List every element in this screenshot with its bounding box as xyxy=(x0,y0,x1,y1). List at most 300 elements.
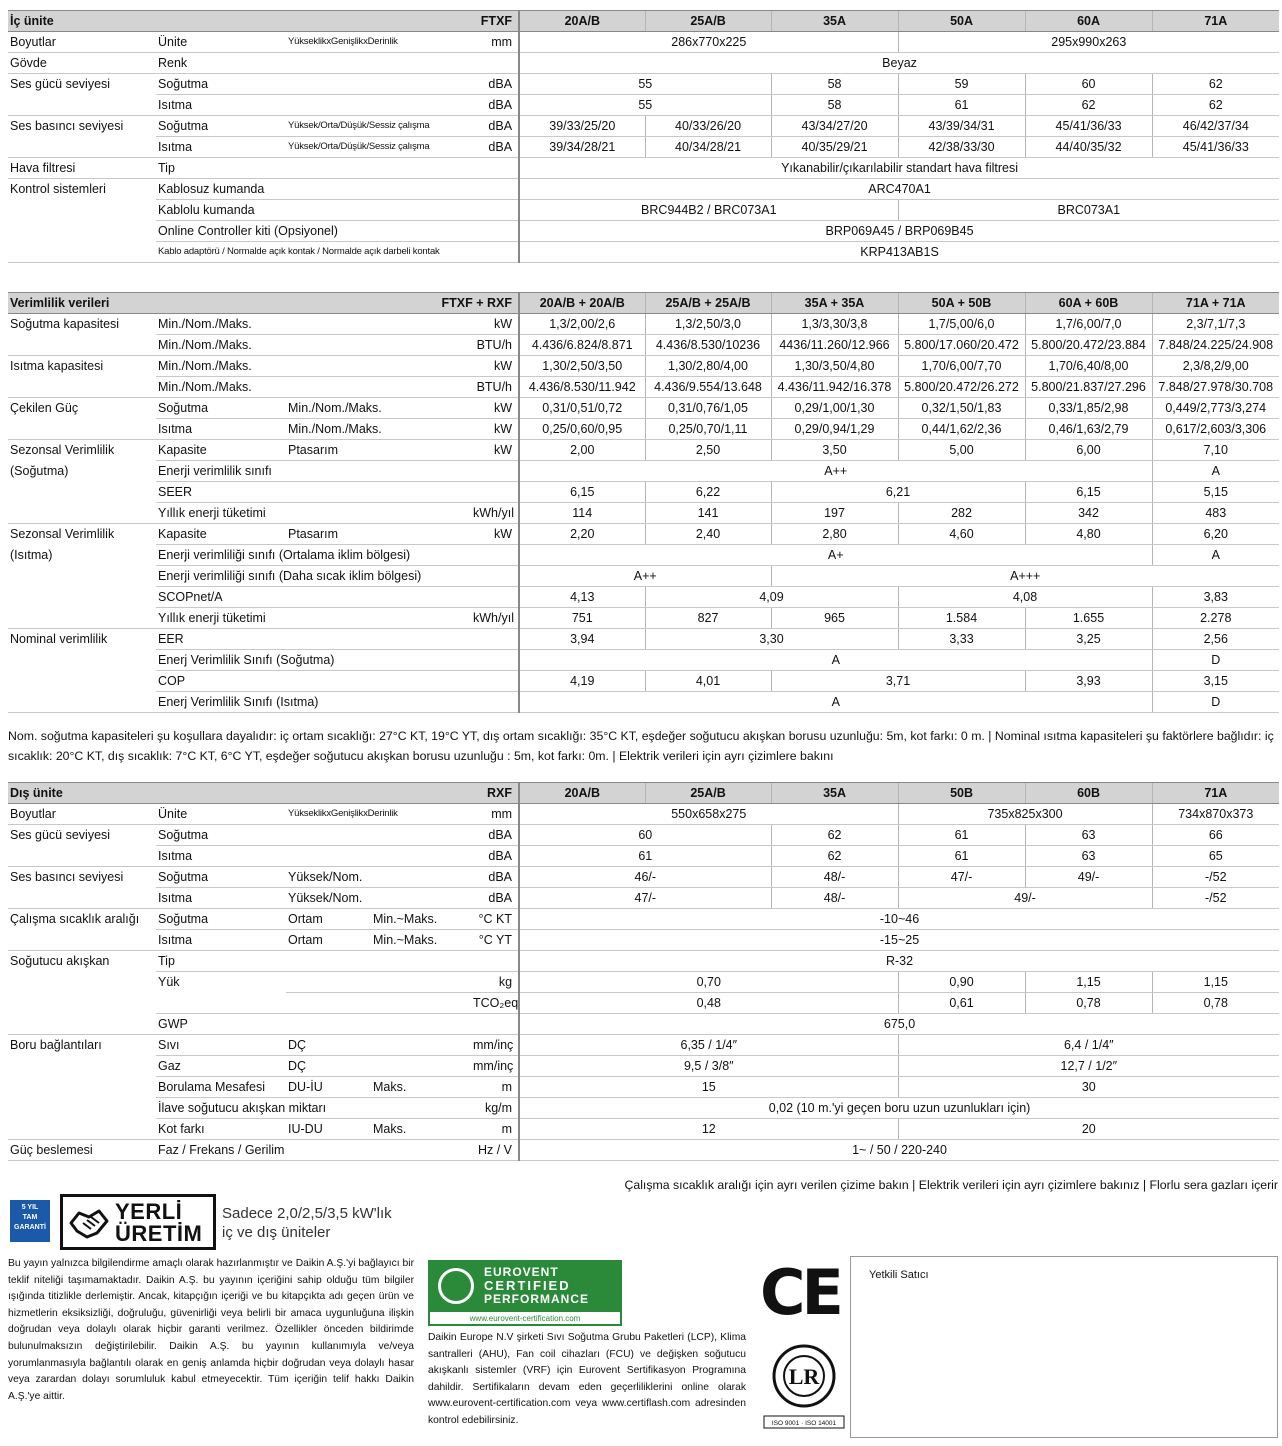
row-unit: kg/m xyxy=(471,1098,519,1119)
cell: 4,09 xyxy=(645,587,898,608)
row-unit: kW xyxy=(471,314,519,335)
cell: 0,32/1,50/1,83 xyxy=(898,398,1025,419)
model-col: 25A/B xyxy=(645,783,771,804)
row-detail: DÇ xyxy=(286,1056,471,1077)
cell: 6,15 xyxy=(519,482,645,503)
cell: 2,00 xyxy=(519,440,645,461)
cell: 5,15 xyxy=(1152,482,1279,503)
indoor-spec-table xyxy=(8,10,1279,263)
table-row xyxy=(8,116,1279,137)
model-col: 60A xyxy=(1025,11,1152,32)
row-sublabel: Soğutma xyxy=(156,909,286,930)
row-unit: BTU/h xyxy=(471,335,519,356)
table-row xyxy=(8,1035,1279,1056)
model-series: FTXF xyxy=(286,11,519,32)
row-unit: kW xyxy=(471,524,519,545)
cell: 20 xyxy=(898,1119,1279,1140)
cell: Yıkanabilir/çıkarılabilir standart hava filtresi xyxy=(519,158,1279,179)
row-label: Çekilen Güç xyxy=(10,401,79,416)
cell: 59 xyxy=(898,74,1025,95)
eurovent-url: www.eurovent-certification.com xyxy=(469,1314,581,1323)
cell: A xyxy=(519,692,1152,713)
cell: 3,93 xyxy=(1025,671,1152,692)
cell: 3,50 xyxy=(771,440,898,461)
cell: -/52 xyxy=(1152,867,1279,888)
table-row xyxy=(8,909,1279,930)
authorized-dealer-box xyxy=(850,1256,1278,1438)
row-unit: kW xyxy=(471,398,519,419)
table-row xyxy=(8,53,1279,74)
table-row xyxy=(8,930,1279,951)
row-detail: Yüksek/Orta/Düşük/Sessiz çalışma xyxy=(286,116,471,137)
warranty-badge xyxy=(10,1200,50,1242)
row-unit: kg xyxy=(471,972,519,993)
row-sublabel: Renk xyxy=(156,53,286,74)
cell: 30 xyxy=(898,1077,1279,1098)
table-row xyxy=(8,650,1279,671)
cell: 2,56 xyxy=(1152,629,1279,650)
cell: 9,5 / 3/8″ xyxy=(519,1056,898,1077)
table-row xyxy=(8,1056,1279,1077)
cell: 827 xyxy=(645,608,771,629)
table-row xyxy=(8,200,1279,221)
cell: 60 xyxy=(1025,74,1152,95)
model-col: 35A xyxy=(771,11,898,32)
cell: 47/- xyxy=(898,867,1025,888)
table-row xyxy=(8,825,1279,846)
cell: 2,3/8,2/9,00 xyxy=(1152,356,1279,377)
row-detail: Yüksek/Orta/Düşük/Sessiz çalışma xyxy=(286,137,471,158)
row-sublabel: Soğutma xyxy=(156,867,286,888)
table-row xyxy=(8,314,1279,335)
cell: 2,80 xyxy=(771,524,898,545)
cell: BRC073A1 xyxy=(898,200,1279,221)
cell: 60 xyxy=(519,825,771,846)
cell: 0,70 xyxy=(519,972,898,993)
cell: 1,3/3,30/3,8 xyxy=(771,314,898,335)
yerli-uretim-logo xyxy=(60,1194,216,1250)
row-unit: dBA xyxy=(471,846,519,867)
cell: 62 xyxy=(771,825,898,846)
cell: 141 xyxy=(645,503,771,524)
row-sublabel: Yıllık enerji tüketimi xyxy=(156,503,471,524)
cell: 61 xyxy=(898,825,1025,846)
table-row xyxy=(8,179,1279,200)
row-unit: mm xyxy=(471,32,519,53)
table-row xyxy=(8,74,1279,95)
cell: 4.436/8.530/10236 xyxy=(645,335,771,356)
cell: 1,7/6,00/7,0 xyxy=(1025,314,1152,335)
cell: -10~46 xyxy=(519,909,1279,930)
row-unit: dBA xyxy=(471,74,519,95)
row-sublabel: SEER xyxy=(156,482,519,503)
row-unit: kWh/yıl xyxy=(471,503,519,524)
cell: D xyxy=(1152,692,1279,713)
row-unit: mm xyxy=(471,804,519,825)
cell: 55 xyxy=(519,95,771,116)
authorized-dealer-label: Yetkili Satıcı xyxy=(869,1269,929,1281)
row-sublabel: Enerj Verimlilik Sınıfı (Isıtma) xyxy=(156,692,519,713)
cell: 7,10 xyxy=(1152,440,1279,461)
cell: A xyxy=(519,650,1152,671)
cell: 7.848/27.978/30.708 xyxy=(1152,377,1279,398)
cell: 0,48 xyxy=(519,993,898,1014)
row-unit: mm/inç xyxy=(471,1035,519,1056)
model-col: 20A/B xyxy=(519,11,645,32)
cell: 3,33 xyxy=(898,629,1025,650)
cell: 0,31/0,76/1,05 xyxy=(645,398,771,419)
row-sublabel: SCOPnet/A xyxy=(156,587,519,608)
model-col: 50A + 50B xyxy=(898,293,1025,314)
row-sublabel: Yıllık enerji tüketimi xyxy=(156,608,471,629)
cell: 62 xyxy=(1152,95,1279,116)
row-sublabel: Isıtma xyxy=(156,95,286,116)
cell: 1.655 xyxy=(1025,608,1152,629)
row-detail: YükseklikxGenişlikxDerinlik xyxy=(286,804,471,825)
cell: 5.800/21.837/27.296 xyxy=(1025,377,1152,398)
row-sublabel: Kablo adaptörü / Normalde açık kontak / Normalde açık darbeli kontak xyxy=(156,242,519,263)
model-series: RXF xyxy=(286,783,519,804)
model-col: 20A/B xyxy=(519,783,645,804)
cell: 3,83 xyxy=(1152,587,1279,608)
table-row xyxy=(8,440,1279,461)
row-unit: m xyxy=(471,1119,519,1140)
table-row xyxy=(8,335,1279,356)
badge-line: 5 YIL xyxy=(21,1204,39,1211)
cell: 4,60 xyxy=(898,524,1025,545)
row-sublabel: Soğutma xyxy=(156,398,286,419)
cell: 48/- xyxy=(771,867,898,888)
row-sublabel: Kablosuz kumanda xyxy=(156,179,519,200)
row-label: Sezonsal Verimlilik xyxy=(10,527,115,542)
row-sublabel: Min./Nom./Maks. xyxy=(156,314,471,335)
row-sublabel: Isıtma xyxy=(156,419,286,440)
cell: 1,30/2,50/3,50 xyxy=(519,356,645,377)
cell: 0,90 xyxy=(898,972,1025,993)
cell: 6,00 xyxy=(1025,440,1152,461)
row-label: Kontrol sistemleri xyxy=(10,182,106,197)
cell: 5.800/20.472/23.884 xyxy=(1025,335,1152,356)
table-row xyxy=(8,951,1279,972)
table-row xyxy=(8,95,1279,116)
cell: 483 xyxy=(1152,503,1279,524)
table-row xyxy=(8,867,1279,888)
row-sublabel: COP xyxy=(156,671,519,692)
table-row xyxy=(8,158,1279,179)
cell: Beyaz xyxy=(519,53,1279,74)
table-row xyxy=(8,545,1279,566)
row-detail: Min./Nom./Maks. xyxy=(286,419,471,440)
cell: A+ xyxy=(519,545,1152,566)
table-row xyxy=(8,608,1279,629)
eurovent-logo xyxy=(428,1260,622,1326)
cell: A xyxy=(1152,461,1279,482)
cell: 6,21 xyxy=(771,482,1025,503)
cell: 2.278 xyxy=(1152,608,1279,629)
cell: 12 xyxy=(519,1119,898,1140)
row-label: Ses gücü seviyesi xyxy=(10,77,111,92)
row-label: Gövde xyxy=(8,53,156,74)
row-sublabel: Ünite xyxy=(156,804,286,825)
cell: 1,70/6,40/8,00 xyxy=(1025,356,1152,377)
eurovent-text: Daikin Europe N.V şirketi Sıvı Soğutma Grubu Paketleri (LCP), Klima santralleri (AHU), Fan coil cihazları (FCU) ve değişken soğutucu akışkanlı sistemler (VRF) için Eurovent Sertifikasyon Programına dahildir. Sertifikaların devam eden geçerliliklerini online olarak www.eurovent-certification.com veya www.certiflash.com adresinden kontrol edebilirsiniz. xyxy=(428,1332,746,1426)
cell: 3,71 xyxy=(771,671,1025,692)
cell: 65 xyxy=(1152,846,1279,867)
cell: 0,78 xyxy=(1025,993,1152,1014)
efficiency-header-row xyxy=(8,293,1279,314)
cell: 1,15 xyxy=(1152,972,1279,993)
row-unit: dBA xyxy=(471,137,519,158)
row-sublabel: GWP xyxy=(156,1014,519,1035)
section-title: Dış ünite xyxy=(8,783,286,804)
cell: 0,33/1,85/2,98 xyxy=(1025,398,1152,419)
badge-line: GARANTİ xyxy=(14,1224,46,1231)
row-detail: Yüksek/Nom. xyxy=(286,888,471,909)
cell: 1,3/2,00/2,6 xyxy=(519,314,645,335)
row-label: Ses basıncı seviyesi xyxy=(10,870,124,885)
cell: 0,449/2,773/3,274 xyxy=(1152,398,1279,419)
row-unit: Hz / V xyxy=(471,1140,519,1161)
cell: 2,20 xyxy=(519,524,645,545)
row-detail: Min.~Maks. xyxy=(371,909,471,930)
model-col: 60B xyxy=(1025,783,1152,804)
table-row xyxy=(8,804,1279,825)
cell: 0,02 (10 m.'yi geçen boru uzun uzunlukları için) xyxy=(519,1098,1279,1119)
cell: 5.800/20.472/26.272 xyxy=(898,377,1025,398)
svg-text:LR: LR xyxy=(788,1364,820,1389)
cell: 15 xyxy=(519,1077,898,1098)
row-unit: kW xyxy=(471,419,519,440)
row-unit: TCO₂eq xyxy=(471,993,519,1014)
model-col: 35A xyxy=(771,783,898,804)
row-detail: DÇ xyxy=(286,1035,471,1056)
cell: A++ xyxy=(519,566,771,587)
row-label: Soğutucu akışkan xyxy=(10,954,110,969)
cell: 3,25 xyxy=(1025,629,1152,650)
table-row xyxy=(8,1140,1279,1161)
cell: 43/39/34/31 xyxy=(898,116,1025,137)
row-unit: m xyxy=(471,1077,519,1098)
row-label: Hava filtresi xyxy=(8,158,156,179)
cell: 40/35/29/21 xyxy=(771,137,898,158)
eurovent-line: CERTIFIED xyxy=(484,1278,571,1293)
row-sublabel: Min./Nom./Maks. xyxy=(156,356,471,377)
cell: 2,50 xyxy=(645,440,771,461)
row-sublabel: Isıtma xyxy=(156,930,286,951)
cell: 0,25/0,70/1,11 xyxy=(645,419,771,440)
table-row xyxy=(8,419,1279,440)
row-detail: Ortam xyxy=(286,909,371,930)
cell: BRP069A45 / BRP069B45 xyxy=(519,221,1279,242)
table-row xyxy=(8,587,1279,608)
row-unit: kW xyxy=(471,440,519,461)
row-detail: YükseklikxGenişlikxDerinlik xyxy=(286,32,471,53)
uretim-text: ÜRETİM xyxy=(115,1221,203,1246)
cell: 61 xyxy=(519,846,771,867)
cell: 12,7 / 1/2″ xyxy=(898,1056,1279,1077)
row-sublabel: EER xyxy=(156,629,519,650)
row-unit: BTU/h xyxy=(471,377,519,398)
row-unit: dBA xyxy=(471,888,519,909)
cell: 965 xyxy=(771,608,898,629)
row-detail: DU-İU xyxy=(286,1077,371,1098)
cell: 4.436/6.824/8.871 xyxy=(519,335,645,356)
row-sublabel: Isıtma xyxy=(156,137,286,158)
row-detail: Yüksek/Nom. xyxy=(286,867,471,888)
cell: 1,70/6,00/7,70 xyxy=(898,356,1025,377)
cell: 63 xyxy=(1025,825,1152,846)
cell: 40/34/28/21 xyxy=(645,137,771,158)
row-detail: IU-DU xyxy=(286,1119,371,1140)
model-col: 71A xyxy=(1152,11,1279,32)
cell: 1,15 xyxy=(1025,972,1152,993)
row-sublabel: Enerji verimliliği sınıfı (Daha sıcak iklim bölgesi) xyxy=(156,566,519,587)
cell: 39/34/28/21 xyxy=(519,137,645,158)
cell: 43/34/27/20 xyxy=(771,116,898,137)
cell: 1.584 xyxy=(898,608,1025,629)
eurovent-line: PERFORMANCE xyxy=(484,1292,590,1306)
cell: 62 xyxy=(771,846,898,867)
row-sublabel: Faz / Frekans / Gerilim xyxy=(156,1140,471,1161)
cell: 0,617/2,603/3,306 xyxy=(1152,419,1279,440)
cell: 4.436/11.942/16.378 xyxy=(771,377,898,398)
cell: A+++ xyxy=(771,566,1279,587)
row-unit: dBA xyxy=(471,116,519,137)
row-sublabel: Enerj Verimlilik Sınıfı (Soğutma) xyxy=(156,650,519,671)
outdoor-header-row xyxy=(8,783,1279,804)
cell: 4436/11.260/12.966 xyxy=(771,335,898,356)
cell: 675,0 xyxy=(519,1014,1279,1035)
cell: 3,15 xyxy=(1152,671,1279,692)
cell: 6,22 xyxy=(645,482,771,503)
section-title: Verimlilik verileri xyxy=(8,293,286,314)
row-sublabel: Yük xyxy=(158,975,180,990)
svg-text:ISO 9001 · ISO 14001: ISO 9001 · ISO 14001 xyxy=(771,1420,837,1427)
lrqa-certification-icon xyxy=(756,1330,852,1430)
row-sublabel: Kablolu kumanda xyxy=(156,200,519,221)
cell: 197 xyxy=(771,503,898,524)
row-unit: dBA xyxy=(471,95,519,116)
cell: 0,44/1,62/2,36 xyxy=(898,419,1025,440)
row-detail: Ptasarım xyxy=(286,524,471,545)
model-col: 25A/B xyxy=(645,11,771,32)
row-unit: kW xyxy=(471,356,519,377)
row-label: Sezonsal Verimlilik xyxy=(10,443,115,458)
ce-mark: CE xyxy=(760,1256,840,1329)
row-label: Ses gücü seviyesi xyxy=(10,828,111,843)
cell: 1,7/5,00/6,0 xyxy=(898,314,1025,335)
table-row xyxy=(8,482,1279,503)
row-sublabel: Online Controller kiti (Opsiyonel) xyxy=(156,221,519,242)
cell: 61 xyxy=(898,846,1025,867)
cell: 6,35 / 1/4″ xyxy=(519,1035,898,1056)
cell: 63 xyxy=(1025,846,1152,867)
row-label: Boru bağlantıları xyxy=(10,1038,102,1053)
cell: 40/33/26/20 xyxy=(645,116,771,137)
cell: 6,15 xyxy=(1025,482,1152,503)
row-sublabel: Min./Nom./Maks. xyxy=(156,377,471,398)
row-label: Çalışma sıcaklık aralığı xyxy=(10,912,140,927)
table-row xyxy=(8,846,1279,867)
row-detail: Maks. xyxy=(371,1077,471,1098)
cell: 49/- xyxy=(1025,867,1152,888)
table-row xyxy=(8,377,1279,398)
cell: 734x870x373 xyxy=(1152,804,1279,825)
cell: 46/42/37/34 xyxy=(1152,116,1279,137)
cell: D xyxy=(1152,650,1279,671)
cell: A xyxy=(1152,545,1279,566)
model-col: 60A + 60B xyxy=(1025,293,1152,314)
row-unit: dBA xyxy=(471,825,519,846)
cell: 0,46/1,63/2,79 xyxy=(1025,419,1152,440)
cell: 7.848/24.225/24.908 xyxy=(1152,335,1279,356)
table-row xyxy=(8,1077,1279,1098)
table-row xyxy=(8,461,1279,482)
model-col: 50A xyxy=(898,11,1025,32)
conditions-note: Nom. soğutma kapasiteleri şu koşullara dayalıdır: iç ortam sıcaklığı: 27°C KT, 19°C YT, dış ortam sıcaklığı: 35°C KT, eşdeğer soğutucu akışkan borusu uzunluğu: 5m, kot farkı: 0 m. | Nominal ısıtma kapasiteleri şu faktörlere bağlıdır: iç sıcaklık: 20°C KT, dış sıcaklık: 7°C KT, 6°C YT, eşdeğer soğutucu akışkan borusu uzunluğu : 5m, kot farkı: 0m. | Elektrik verileri için ayrı çizimlere bakını xyxy=(8,729,1274,763)
cell: R-32 xyxy=(519,951,1279,972)
yerli-text: YERLİ xyxy=(115,1199,183,1224)
row-sublabel: Soğutma xyxy=(156,825,286,846)
row-sublabel: Kot farkı xyxy=(156,1119,286,1140)
model-col: 71A + 71A xyxy=(1152,293,1279,314)
cell: 62 xyxy=(1025,95,1152,116)
row-sublabel: Enerji verimlilik sınıfı xyxy=(156,461,519,482)
cell: 1,30/3,50/4,80 xyxy=(771,356,898,377)
table-row xyxy=(8,221,1279,242)
cell: 4,13 xyxy=(519,587,645,608)
cell: 735x825x300 xyxy=(898,804,1152,825)
cell: KRP413AB1S xyxy=(519,242,1279,263)
cell: 295x990x263 xyxy=(898,32,1279,53)
cell: 39/33/25/20 xyxy=(519,116,645,137)
cell: 2,3/7,1/7,3 xyxy=(1152,314,1279,335)
cell: 6,4 / 1/4″ xyxy=(898,1035,1279,1056)
table-row xyxy=(8,398,1279,419)
cell: 4,19 xyxy=(519,671,645,692)
table-row xyxy=(8,1014,1279,1035)
indoor-header-row xyxy=(8,11,1279,32)
cell: ARC470A1 xyxy=(519,179,1279,200)
row-sublabel: Ünite xyxy=(156,32,286,53)
row-sublabel: Gaz xyxy=(156,1056,286,1077)
row-sublabel: Isıtma xyxy=(156,846,286,867)
cell: -/52 xyxy=(1152,888,1279,909)
table-row xyxy=(8,1119,1279,1140)
cell: 66 xyxy=(1152,825,1279,846)
cell: 0,29/1,00/1,30 xyxy=(771,398,898,419)
row-label: (Isıtma) xyxy=(10,548,53,562)
row-sublabel: Soğutma xyxy=(156,74,286,95)
cell: 0,29/0,94/1,29 xyxy=(771,419,898,440)
cell: 2,40 xyxy=(645,524,771,545)
cell: 550x658x275 xyxy=(519,804,898,825)
table-row xyxy=(8,32,1279,53)
outdoor-spec-table xyxy=(8,782,1279,1161)
cell: 0,31/0,51/0,72 xyxy=(519,398,645,419)
cell: 4,01 xyxy=(645,671,771,692)
table-row xyxy=(8,137,1279,158)
cell: 58 xyxy=(771,95,898,116)
eurovent-line: EUROVENT xyxy=(484,1265,559,1279)
row-label: Nominal verimlilik xyxy=(10,632,108,647)
section-title: İç ünite xyxy=(8,11,286,32)
row-label: Ses basıncı seviyesi xyxy=(10,119,124,134)
cell: 286x770x225 xyxy=(519,32,898,53)
cell: A++ xyxy=(519,461,1152,482)
cell: 1,30/2,80/4,00 xyxy=(645,356,771,377)
model-col: 71A xyxy=(1152,783,1279,804)
